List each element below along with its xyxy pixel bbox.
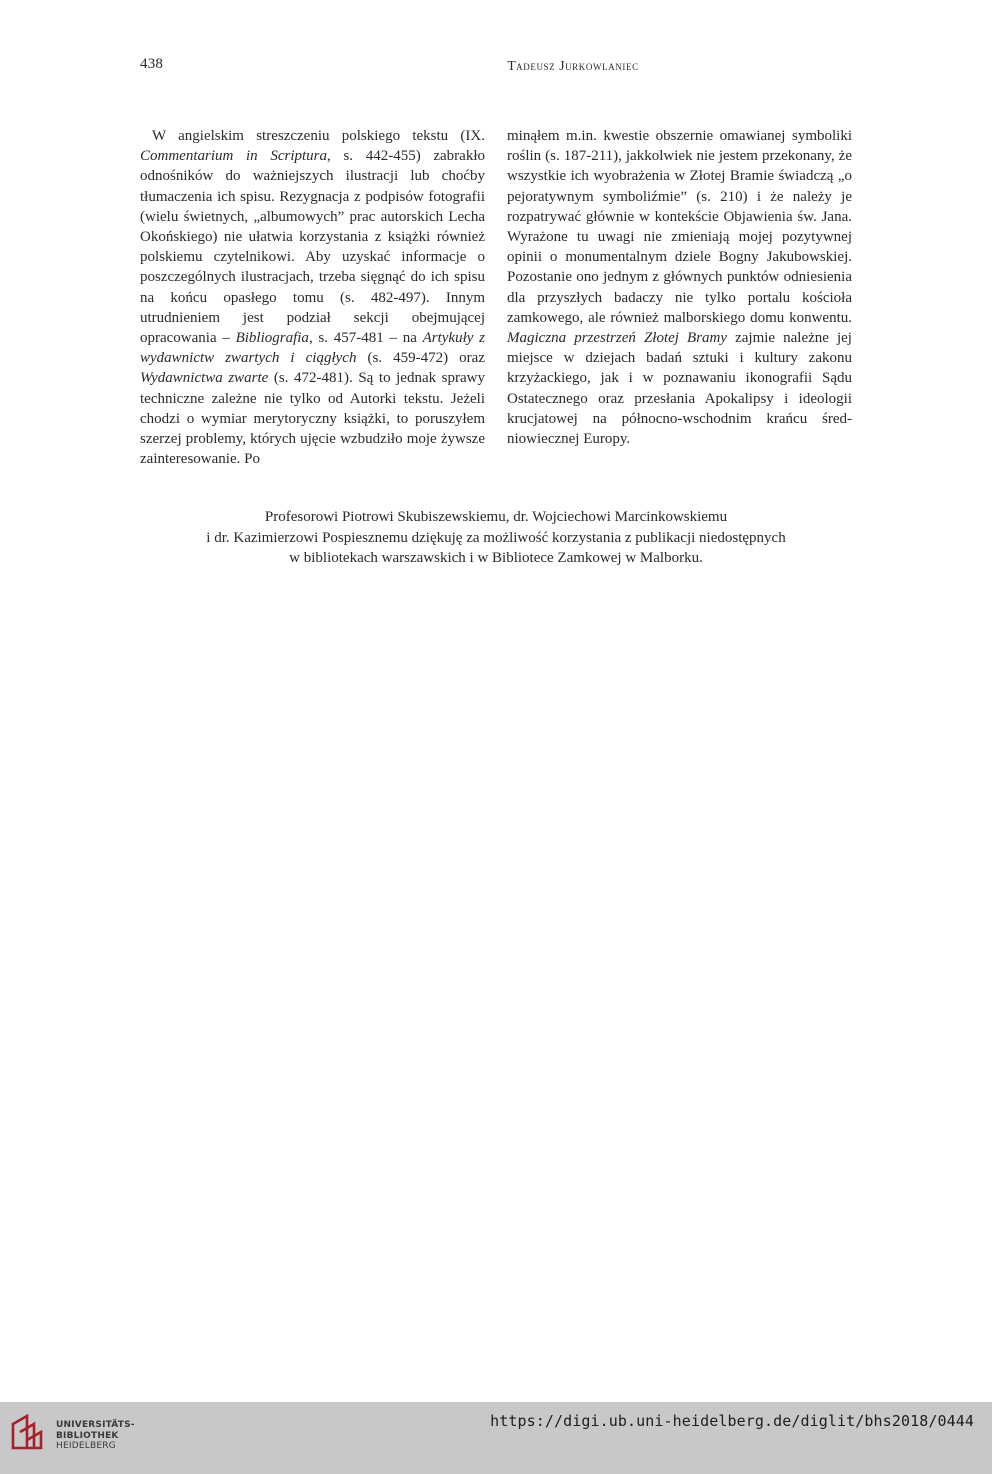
right-column <box>507 126 852 469</box>
left-column <box>140 126 485 469</box>
right-paragraph <box>507 126 852 449</box>
text-run: minąłem m.in. kwestie obszernie omawianej symboliki roślin (s. 187-211), jakkolwiek nie jestem przekonany, że wszystkie ich wyobrażenia w Złotej Bramie świadczą „o pejoratywnym symboliźmie” (s. 210) i że należy je rozpatrywać głównie w kontekście Objawienia św. Jana. Wyrażone tu uwagi nie zmieniają mojej pozytywnej opinii o monumentalnym dziele Bogny Jakubowskiej. Pozostanie ono jednym z głównych punktów odniesienia dla przyszłych badaczy nie tylko portalu kościoła zamkowego, ale również malborskiego domu konwentu. <box>507 128 852 326</box>
text-run: W angielskim streszczeniu polskiego tekstu (IX. <box>152 128 485 144</box>
library-logo-icon[interactable] <box>9 1412 49 1452</box>
logo-line: BIBLIOTHEK <box>56 1430 119 1441</box>
italic-title: Magiczna przestrzeń Złotej Bramy <box>507 330 728 347</box>
italic-title: Bibliografia <box>235 330 309 347</box>
italic-title: Artykuły z wydawnictw zwartych i ciągłych <box>140 330 485 367</box>
running-head: Tadeusz Jurkowlaniec <box>507 58 639 73</box>
acknowledgment-line: i dr. Kazimierzowi Pospiesznemu dziękuję za możliwość korzystania z publikacji niedostępnych <box>206 529 786 546</box>
acknowledgment-line: w bibliotekach warszawskich i w Bibliotece Zamkowej w Malborku. <box>289 550 703 566</box>
logo-line: HEIDELBERG <box>56 1441 116 1451</box>
text-run: (s. 459-472) oraz <box>356 350 485 367</box>
logo-line: UNIVERSITÄTS- <box>56 1420 135 1430</box>
page-number: 438 <box>140 56 164 72</box>
text-run: , s. 442-455) zabrakło odnośników do ważniejszych ilustracji lub choćby tłumaczenia ich spisu. Rezygnacja z podpisów fotografii (wielu świetnych, „albumowych” prac autorskich Lecha Okońskiego) nie ułatwia korzystania z książki również polskiemu czytelnikowi. Aby uzyskać informacje o poszczególnych ilustracjach, trzeba sięgnąć do ich spisu na końcu opasłego tomu (s. 482-497). Innym utrudnieniem jest podział sekcji obejmującej opracowania – <box>140 148 485 347</box>
text-run: , s. 457-481 – na <box>308 330 423 347</box>
italic-title: Commentarium in Scriptura <box>140 148 328 165</box>
text-run: zajmie należne jej miejsce w dziejach badań sztuki i kultury zakonu krzyżackiego, jak i w poznawaniu ikonografii Sądu Ostatecznego oraz przesłania Apokalipsy i ideologii krucjatowej na północno-wschodnim krańcu średniowiecznej Europy. <box>507 330 852 448</box>
acknowledgment <box>140 507 852 569</box>
text-run: (s. 472-481). Są to jednak sprawy techniczne zależne nie tylko od Autorki tekstu. Jeżeli chodzi o wymiar merytoryczny książki, to poruszyłem szerzej problemy, których ujęcie wzbudziło moje żywsze zainteresowanie. Po <box>140 370 485 468</box>
library-logo-text[interactable] <box>56 1420 135 1452</box>
body-columns <box>140 126 852 469</box>
left-paragraph <box>140 126 485 469</box>
acknowledgment-line: Profesorowi Piotrowi Skubiszewskiemu, dr. Wojciechowi Marcinkowskiemu <box>264 509 728 525</box>
italic-title: Wydawnictwa zwarte <box>140 370 269 387</box>
footer-bar <box>0 1402 992 1474</box>
source-url[interactable]: https://digi.ub.uni-heidelberg.de/diglit/bhs2018/0444 <box>490 1412 974 1430</box>
